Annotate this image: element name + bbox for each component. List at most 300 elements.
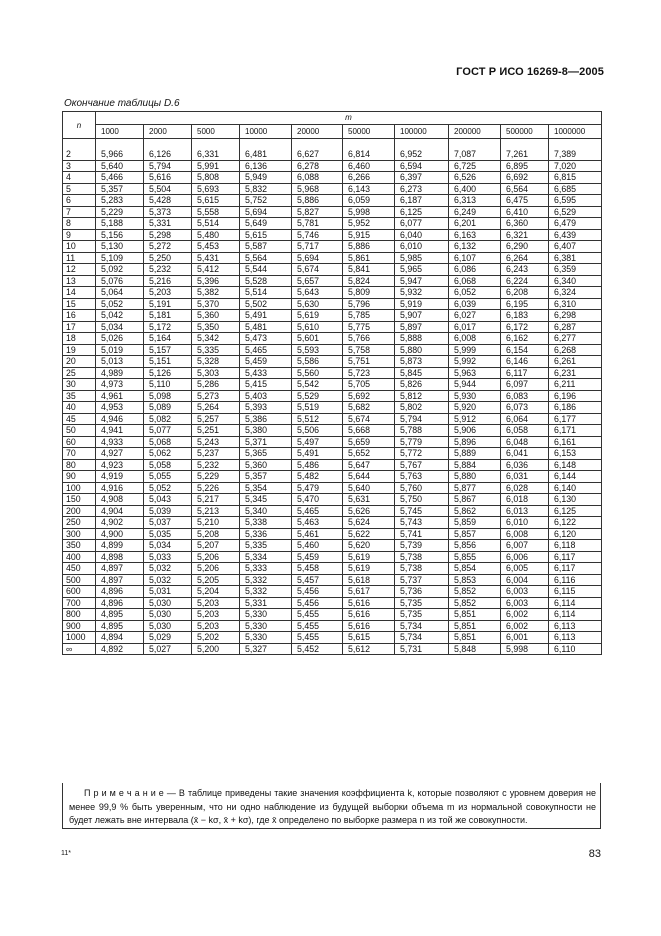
table-cell: 5,055 (144, 471, 192, 483)
table-cell: 5,370 (192, 298, 240, 310)
table-cell: 6,397 (395, 172, 449, 184)
table-cell: 4,989 (96, 367, 144, 379)
table-cell: 7,261 (501, 139, 549, 161)
table-cell: 5,674 (292, 264, 343, 276)
table-cell: 6,097 (501, 379, 549, 391)
table-cell: 6,479 (549, 218, 602, 230)
table-cell: 6,564 (501, 183, 549, 195)
table-cell: 5,491 (292, 448, 343, 460)
table-cell: 5,203 (192, 597, 240, 609)
row-label-n: 400 (63, 551, 96, 563)
table-cell: 5,480 (192, 229, 240, 241)
table-cell: 5,963 (449, 367, 501, 379)
table-cell: 5,058 (144, 459, 192, 471)
table-cell: 5,068 (144, 436, 192, 448)
row-label-n: 4 (63, 172, 96, 184)
table-cell: 6,324 (549, 287, 602, 299)
table-cell: 6,115 (549, 586, 602, 598)
table-cell: 5,734 (395, 632, 449, 644)
table-cell: 5,832 (240, 183, 292, 195)
page-number: 83 (588, 848, 601, 860)
table-cell: 6,027 (449, 310, 501, 322)
row-label-n: 40 (63, 402, 96, 414)
table-cell: 6,163 (449, 229, 501, 241)
table-cell: 6,172 (501, 321, 549, 333)
table-cell: 5,745 (395, 505, 449, 517)
table-cell: 5,164 (144, 333, 192, 345)
table-cell: 6,059 (343, 195, 395, 207)
table-cell: 5,130 (96, 241, 144, 253)
table-cell: 6,028 (501, 482, 549, 494)
table-cell: 6,143 (343, 183, 395, 195)
table-cell: 5,463 (292, 517, 343, 529)
table-cell: 5,264 (192, 402, 240, 414)
table-cell: 5,640 (343, 482, 395, 494)
table-cell: 6,249 (449, 206, 501, 218)
table-cell: 5,999 (449, 344, 501, 356)
table-cell: 5,089 (144, 402, 192, 414)
table-cell: 6,360 (501, 218, 549, 230)
table-cell: 5,622 (343, 528, 395, 540)
table-cell: 5,694 (240, 206, 292, 218)
table-cell: 5,052 (144, 482, 192, 494)
table-cell: 5,640 (96, 160, 144, 172)
table-cell: 6,130 (549, 494, 602, 506)
table-cell: 5,076 (96, 275, 144, 287)
table-row (63, 379, 602, 391)
table-cell: 5,456 (292, 597, 343, 609)
table-cell: 5,206 (192, 563, 240, 575)
table-cell: 5,460 (292, 540, 343, 552)
table-cell: 5,615 (240, 229, 292, 241)
table-cell: 6,183 (501, 310, 549, 322)
table-cell: 5,873 (395, 356, 449, 368)
table-cell: 5,328 (192, 356, 240, 368)
table-cell: 5,852 (449, 586, 501, 598)
table-cell: 5,365 (240, 448, 292, 460)
note-label: П р и м е ч а н и е (84, 788, 164, 798)
table-cell: 5,386 (240, 413, 292, 425)
table-cell: 5,250 (144, 252, 192, 264)
table-cell: 5,034 (144, 540, 192, 552)
table-cell: 5,229 (96, 206, 144, 218)
table-cell: 6,273 (395, 183, 449, 195)
data-table (62, 111, 602, 655)
table-cell: 5,952 (343, 218, 395, 230)
table-cell: 5,207 (192, 540, 240, 552)
table-cell: 6,952 (395, 139, 449, 161)
table-cell: 5,668 (343, 425, 395, 437)
table-cell: 5,459 (292, 551, 343, 563)
row-label-n: 100 (63, 482, 96, 494)
table-cell: 6,278 (292, 160, 343, 172)
table-cell: 6,201 (449, 218, 501, 230)
table-row (63, 218, 602, 230)
row-label-n: 19 (63, 344, 96, 356)
row-label-n: 10 (63, 241, 96, 253)
table-cell: 6,003 (501, 586, 549, 598)
table-row (63, 563, 602, 575)
table-cell: 5,965 (395, 264, 449, 276)
table-cell: 6,126 (144, 139, 192, 161)
column-header: 1000000 (549, 125, 602, 139)
table-cell: 5,473 (240, 333, 292, 345)
table-cell: 5,886 (292, 195, 343, 207)
table-cell: 6,117 (549, 551, 602, 563)
table-cell: 5,027 (144, 643, 192, 655)
table-cell: 5,350 (192, 321, 240, 333)
table-cell: 5,739 (395, 540, 449, 552)
row-label-n: 45 (63, 413, 96, 425)
row-label-n: 900 (63, 620, 96, 632)
row-label-n: 9 (63, 229, 96, 241)
table-cell: 6,117 (501, 367, 549, 379)
table-cell: 5,809 (343, 287, 395, 299)
table-cell: 6,004 (501, 574, 549, 586)
table-cell: 5,203 (192, 609, 240, 621)
table-cell: 5,338 (240, 517, 292, 529)
table-cell: 5,336 (240, 528, 292, 540)
table-cell: 5,861 (343, 252, 395, 264)
table-cell: 5,737 (395, 574, 449, 586)
row-label-n: 70 (63, 448, 96, 460)
table-cell: 5,052 (96, 298, 144, 310)
table-cell: 5,188 (96, 218, 144, 230)
col-group-header-m: m (96, 112, 602, 125)
table-cell: 5,481 (240, 321, 292, 333)
table-cell: 5,528 (240, 275, 292, 287)
table-cell: 5,013 (96, 356, 144, 368)
table-cell: 6,211 (549, 379, 602, 391)
table-row (63, 620, 602, 632)
table-cell: 4,927 (96, 448, 144, 460)
table-cell: 5,210 (192, 517, 240, 529)
table-cell: 6,261 (549, 356, 602, 368)
table-cell: 5,412 (192, 264, 240, 276)
row-label-n: 300 (63, 528, 96, 540)
table-cell: 6,187 (395, 195, 449, 207)
table-row (63, 517, 602, 529)
table-cell: 5,750 (395, 494, 449, 506)
table-cell: 5,459 (240, 356, 292, 368)
table-cell: 4,923 (96, 459, 144, 471)
table-cell: 5,335 (192, 344, 240, 356)
table-cell: 5,203 (144, 287, 192, 299)
column-header: 500000 (501, 125, 549, 139)
table-cell: 6,073 (501, 402, 549, 414)
table-row (63, 540, 602, 552)
table-cell: 5,763 (395, 471, 449, 483)
table-cell: 6,481 (240, 139, 292, 161)
table-cell: 6,340 (549, 275, 602, 287)
table-cell: 5,243 (192, 436, 240, 448)
table-cell: 4,897 (96, 563, 144, 575)
table-row (63, 471, 602, 483)
table-cell: 6,113 (549, 632, 602, 644)
table-cell: 5,373 (144, 206, 192, 218)
column-header: 200000 (449, 125, 501, 139)
table-cell: 6,013 (501, 505, 549, 517)
table-cell: 5,360 (240, 459, 292, 471)
table-cell: 6,177 (549, 413, 602, 425)
row-label-n: 2 (63, 139, 96, 161)
table-cell: 5,453 (192, 241, 240, 253)
table-cell: 5,340 (240, 505, 292, 517)
table-cell: 5,619 (343, 563, 395, 575)
table-cell: 5,465 (240, 344, 292, 356)
table-cell: 5,736 (395, 586, 449, 598)
table-cell: 4,961 (96, 390, 144, 402)
table-cell: 6,331 (192, 139, 240, 161)
table-row (63, 494, 602, 506)
row-label-n: 17 (63, 321, 96, 333)
table-cell: 5,237 (192, 448, 240, 460)
table-cell: 5,657 (292, 275, 343, 287)
table-cell: 5,098 (144, 390, 192, 402)
table-row (63, 241, 602, 253)
table-cell: 5,841 (343, 264, 395, 276)
table-cell: 6,268 (549, 344, 602, 356)
table-cell: 5,354 (240, 482, 292, 494)
table-cell: 5,966 (96, 139, 144, 161)
table-cell: 5,110 (144, 379, 192, 391)
table-cell: 5,455 (292, 620, 343, 632)
table-cell: 5,616 (343, 609, 395, 621)
table-cell: 6,895 (501, 160, 549, 172)
table-cell: 6,118 (549, 540, 602, 552)
table-cell: 5,886 (343, 241, 395, 253)
table-cell: 5,751 (343, 356, 395, 368)
table-cell: 5,357 (96, 183, 144, 195)
table-cell: 4,973 (96, 379, 144, 391)
table-cell: 5,705 (343, 379, 395, 391)
table-cell: 5,851 (449, 620, 501, 632)
table-cell: 6,116 (549, 574, 602, 586)
table-cell: 5,808 (192, 172, 240, 184)
table-cell: 5,794 (144, 160, 192, 172)
table-cell: 5,458 (292, 563, 343, 575)
table-cell: 5,502 (240, 298, 292, 310)
table-cell: 6,526 (449, 172, 501, 184)
row-label-n: 13 (63, 275, 96, 287)
table-cell: 5,456 (292, 586, 343, 598)
table-cell: 6,815 (549, 172, 602, 184)
table-cell: 5,026 (96, 333, 144, 345)
table-cell: 5,200 (192, 643, 240, 655)
table-cell: 6,725 (449, 160, 501, 172)
table-cell: 5,172 (144, 321, 192, 333)
table-cell: 6,122 (549, 517, 602, 529)
table-cell: 5,030 (144, 597, 192, 609)
table-cell: 5,907 (395, 310, 449, 322)
table-cell: 5,796 (343, 298, 395, 310)
table-cell: 6,064 (501, 413, 549, 425)
table-cell: 5,360 (192, 310, 240, 322)
table-cell: 6,196 (549, 390, 602, 402)
table-cell: 5,618 (343, 574, 395, 586)
row-label-n: 50 (63, 425, 96, 437)
table-cell: 5,506 (292, 425, 343, 437)
table-cell: 5,031 (144, 586, 192, 598)
table-cell: 6,136 (240, 160, 292, 172)
table-cell: 5,723 (343, 367, 395, 379)
table-cell: 5,077 (144, 425, 192, 437)
table-cell: 6,031 (501, 471, 549, 483)
table-cell: 5,204 (192, 586, 240, 598)
table-cell: 5,342 (192, 333, 240, 345)
table-cell: 5,157 (144, 344, 192, 356)
table-cell: 5,380 (240, 425, 292, 437)
column-header: 1000 (96, 125, 144, 139)
row-label-n: 800 (63, 609, 96, 621)
table-cell: 6,321 (501, 229, 549, 241)
table-row (63, 195, 602, 207)
table-cell: 6,140 (549, 482, 602, 494)
table-cell: 6,400 (449, 183, 501, 195)
row-label-n: 16 (63, 310, 96, 322)
table-cell: 6,162 (501, 333, 549, 345)
table-cell: 5,766 (343, 333, 395, 345)
table-cell: 5,332 (240, 586, 292, 598)
table-cell: 5,920 (449, 402, 501, 414)
table-cell: 5,587 (240, 241, 292, 253)
column-header: 2000 (144, 125, 192, 139)
table-cell: 6,010 (501, 517, 549, 529)
table-cell: 5,880 (449, 471, 501, 483)
table-row (63, 586, 602, 598)
table-cell: 5,616 (343, 620, 395, 632)
table-cell: 5,693 (192, 183, 240, 195)
table-cell: 6,266 (343, 172, 395, 184)
row-label-n: 350 (63, 540, 96, 552)
table-cell: 6,195 (501, 298, 549, 310)
table-cell: 5,631 (343, 494, 395, 506)
table-cell: 6,154 (501, 344, 549, 356)
table-row (63, 528, 602, 540)
table-cell: 5,647 (343, 459, 395, 471)
table-row (63, 252, 602, 264)
table-cell: 5,232 (192, 459, 240, 471)
table-cell: 5,897 (395, 321, 449, 333)
table-cell: 5,455 (292, 609, 343, 621)
table-row (63, 264, 602, 276)
table-cell: 5,746 (292, 229, 343, 241)
table-cell: 6,277 (549, 333, 602, 345)
table-cell: 5,216 (144, 275, 192, 287)
table-cell: 6,114 (549, 597, 602, 609)
row-label-n: 5 (63, 183, 96, 195)
table-cell: 5,601 (292, 333, 343, 345)
row-label-n: 80 (63, 459, 96, 471)
table-cell: 5,854 (449, 563, 501, 575)
table-cell: 5,741 (395, 528, 449, 540)
table-cell: 5,919 (395, 298, 449, 310)
table-row (63, 413, 602, 425)
table-cell: 6,068 (449, 275, 501, 287)
table-cell: 6,595 (549, 195, 602, 207)
table-cell: 6,685 (549, 183, 602, 195)
table-cell: 5,330 (240, 632, 292, 644)
table-row (63, 321, 602, 333)
table-row (63, 609, 602, 621)
table-cell: 6,002 (501, 620, 549, 632)
table-cell: 6,008 (449, 333, 501, 345)
row-label-n: 6 (63, 195, 96, 207)
table-row (63, 551, 602, 563)
table-cell: 5,758 (343, 344, 395, 356)
table-cell: 5,851 (449, 609, 501, 621)
table-cell: 5,283 (96, 195, 144, 207)
table-cell: 6,039 (449, 298, 501, 310)
table-cell: 4,933 (96, 436, 144, 448)
table-cell: 6,186 (549, 402, 602, 414)
table-cell: 5,529 (292, 390, 343, 402)
table-cell: 5,126 (144, 367, 192, 379)
table-cell: 5,205 (192, 574, 240, 586)
table-cell: 6,287 (549, 321, 602, 333)
table-cell: 6,264 (501, 252, 549, 264)
table-cell: 6,110 (549, 643, 602, 655)
table-cell: 5,032 (144, 574, 192, 586)
column-header: 100000 (395, 125, 449, 139)
row-label-n: 20 (63, 356, 96, 368)
table-cell: 6,814 (343, 139, 395, 161)
table-cell: 5,208 (192, 528, 240, 540)
table-row (63, 356, 602, 368)
table-cell: 6,144 (549, 471, 602, 483)
table-cell: 5,298 (144, 229, 192, 241)
table-cell: 5,479 (292, 482, 343, 494)
row-label-n: 11 (63, 252, 96, 264)
table-row (63, 310, 602, 322)
table-cell: 5,393 (240, 402, 292, 414)
row-label-n: 90 (63, 471, 96, 483)
table-cell: 5,357 (240, 471, 292, 483)
table-cell: 5,692 (343, 390, 395, 402)
row-label-n: 600 (63, 586, 96, 598)
row-label-n: 25 (63, 367, 96, 379)
table-cell: 5,092 (96, 264, 144, 276)
row-label-n: 35 (63, 390, 96, 402)
table-cell: 5,944 (449, 379, 501, 391)
table-row (63, 344, 602, 356)
table-cell: 5,226 (192, 482, 240, 494)
table-cell: 4,953 (96, 402, 144, 414)
table-cell: 5,867 (449, 494, 501, 506)
table-cell: 6,010 (395, 241, 449, 253)
table-cell: 5,992 (449, 356, 501, 368)
table-cell: 5,029 (144, 632, 192, 644)
table-cell: 5,371 (240, 436, 292, 448)
table-cell: 6,208 (501, 287, 549, 299)
table-cell: 5,335 (240, 540, 292, 552)
table-cell: 5,735 (395, 597, 449, 609)
table-row (63, 183, 602, 195)
table-cell: 5,512 (292, 413, 343, 425)
table-cell: 6,460 (343, 160, 395, 172)
table-cell: 6,001 (501, 632, 549, 644)
table-cell: 6,002 (501, 609, 549, 621)
table-cell: 5,151 (144, 356, 192, 368)
table-cell: 5,455 (292, 632, 343, 644)
table-cell: 5,491 (240, 310, 292, 322)
table-cell: 5,862 (449, 505, 501, 517)
table-cell: 5,514 (192, 218, 240, 230)
table-cell: 5,985 (395, 252, 449, 264)
table-cell: 5,612 (343, 643, 395, 655)
table-cell: 5,330 (240, 609, 292, 621)
table-cell: 6,410 (501, 206, 549, 218)
